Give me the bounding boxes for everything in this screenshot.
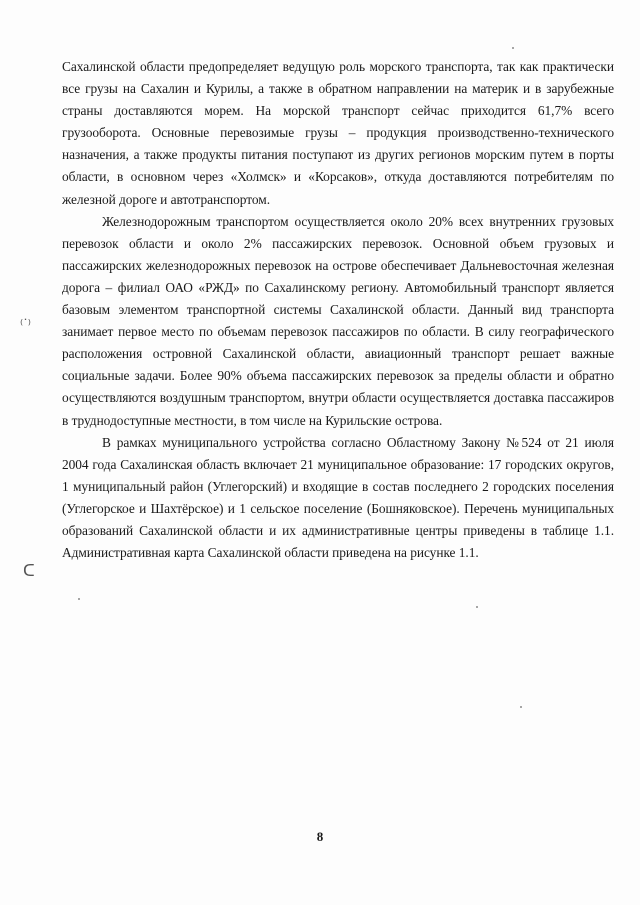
paragraph-rail-road-air-transport: Железнодорожным транспортом осуществляется около 20% всех внутренних грузовых перевозок области и около 2% пассажирских перевозок. Основной объем грузовых и пассажирских железнодорожных перевозок на острове обеспечивает Дальневосточная железная дорога – филиал ОАО «РЖД» по Сахалинскому региону. Автомобильный транспорт является базовым элементом транспортной системы Сахалинской области. Данный вид транспорта занимает первое место по объемам перевозок пассажиров по области. В силу географического расположения островной Сахалинской области, авиационный транспорт решает важные социальные задачи. Более 90% объема пассажирских перевозок за пределы области и обратно осуществляются воздушным транспортом, внутри области осуществляется доставка пассажиров в труднодоступные местности, в том числе на Курильские острова. <box>62 213 614 428</box>
page-number: 8 <box>316 829 324 844</box>
scan-speck <box>476 606 478 608</box>
binding-hole-mark-bottom: ᑕ <box>23 561 35 580</box>
scan-speck <box>78 598 80 600</box>
paragraph-municipal-structure: В рамках муниципального устройства согласно Областному Закону №524 от 21 июля 2004 года Сахалинская область включает 21 муниципальное образование: 17 городских округов, 1 муниципальный район (Углегорский) и входящие в состав последнего 2 городских поселения (Углегорское и Шахтёрское) и 1 сельское поселение (Бошняковское). Перечень муниципальных образований Сахалинской области и их административные центры приведены в таблице 1.1. Административная карта Сахалинской области приведена на рисунке 1.1. <box>62 434 614 561</box>
binding-hole-mark-top: ⁽˙⁾ <box>20 318 30 333</box>
body-text <box>62 56 614 564</box>
paragraph-sea-transport: Сахалинской области предопределяет ведущую роль морского транспорта, так как практически все грузы на Сахалин и Курилы, а также в обратном направлении на материк и в зарубежные страны доставляются морем. На морской транспорт сейчас приходится 61,7% всего грузооборота. Основные перевозимые грузы – продукция производственно-технического назначения, а также продукты питания поступают из других регионов морским путем в порты области, в основном через «Холмск» и «Корсаков», откуда доставляются потребителям по железной дороге и автотранспортом. <box>62 59 614 207</box>
scan-speck <box>520 706 522 708</box>
scan-speck <box>512 47 514 49</box>
